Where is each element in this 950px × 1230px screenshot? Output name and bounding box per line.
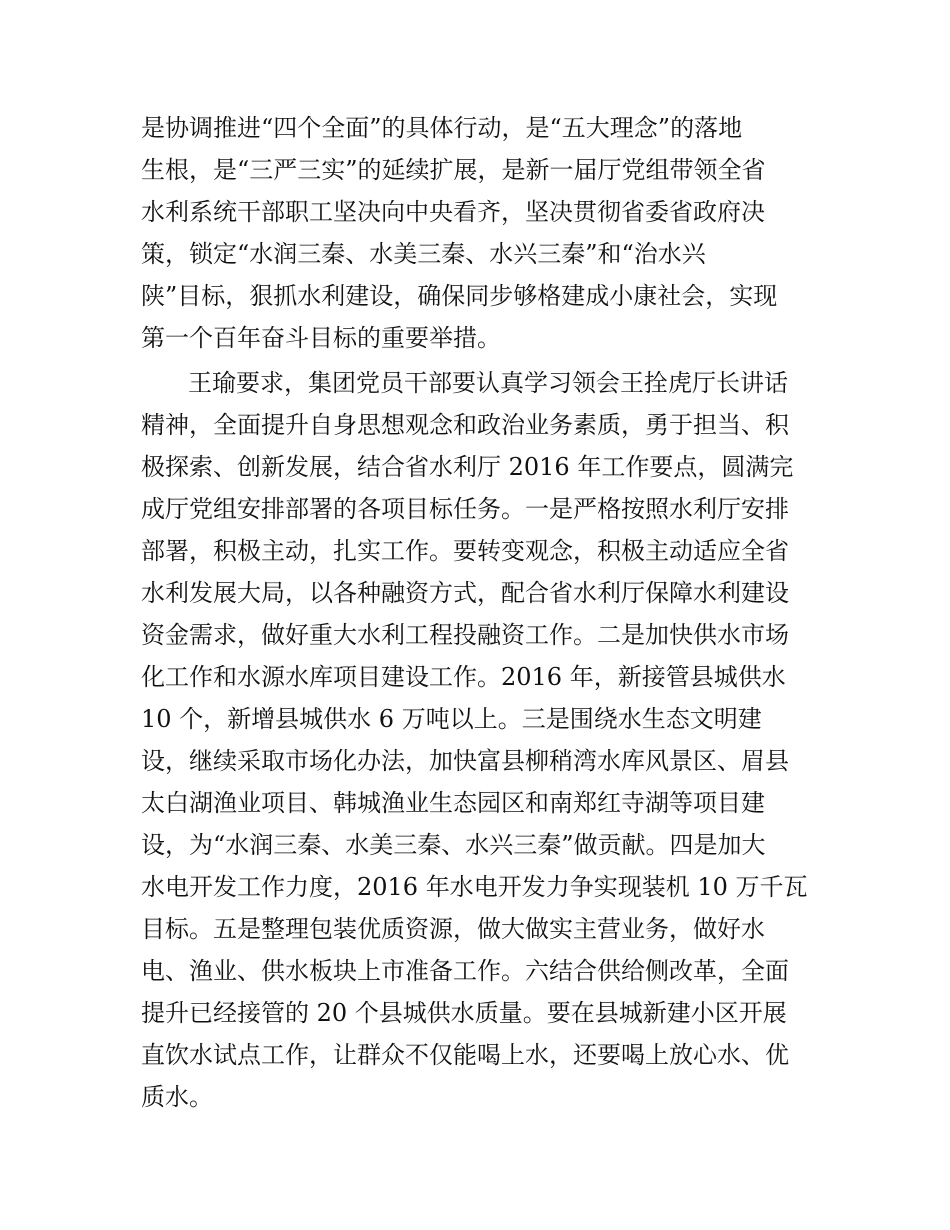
text-line: 策，锁定“水润三秦、水美三秦、水兴三秦”和“治水兴 <box>141 240 706 268</box>
paragraph-1 <box>141 107 821 359</box>
text-line: 设，为“水润三秦、水美三秦、水兴三秦”做贡献。四是加大 <box>141 831 766 859</box>
text-line: 直饮水试点工作，让群众不仅能喝上水，还要喝上放心水、优 <box>141 1041 789 1069</box>
text-line: 设，继续采取市场化办法，加快富县柳稍湾水库风景区、眉县 <box>141 747 789 775</box>
text-line: 质水。 <box>141 1083 213 1111</box>
paragraph-2 <box>141 362 821 1118</box>
text-line: 资金需求，做好重大水利工程投融资工作。二是加快供水市场 <box>141 621 789 649</box>
text-line: 极探索、创新发展，结合省水利厅 2016 年工作要点，圆满完 <box>141 453 794 481</box>
text-line: 提升已经接管的 20 个县城供水质量。要在县城新建小区开展 <box>141 999 787 1027</box>
text-line: 部署，积极主动，扎实工作。要转变观念，积极主动适应全省 <box>141 537 789 565</box>
text-line: 目标。五是整理包装优质资源，做大做实主营业务，做好水 <box>141 915 765 943</box>
text-line: 成厅党组安排部署的各项目标任务。一是严格按照水利厅安排 <box>141 495 789 523</box>
text-line: 王瑜要求，集团党员干部要认真学习领会王拴虎厅长讲话 <box>188 369 788 397</box>
text-line: 水利系统干部职工坚决向中央看齐，坚决贯彻省委省政府决 <box>141 198 765 226</box>
text-line: 是协调推进“四个全面”的具体行动，是“五大理念”的落地 <box>141 114 743 142</box>
text-line: 电、渔业、供水板块上市准备工作。六结合供给侧改革，全面 <box>141 957 789 985</box>
text-line: 精神，全面提升自身思想观念和政治业务素质，勇于担当、积 <box>141 411 789 439</box>
text-line: 10 个，新增县城供水 6 万吨以上。三是围绕水生态文明建 <box>141 705 762 733</box>
text-line: 水利发展大局，以各种融资方式，配合省水利厅保障水利建设 <box>141 579 789 607</box>
text-line: 第一个百年奋斗目标的重要举措。 <box>141 324 501 352</box>
text-line: 生根，是“三严三实”的延续扩展，是新一届厅党组带领全省 <box>141 156 766 184</box>
text-line: 太白湖渔业项目、韩城渔业生态园区和南郑红寺湖等项目建 <box>141 789 765 817</box>
text-line: 陕”目标，狠抓水利建设，确保同步够格建成小康社会，实现 <box>141 282 778 310</box>
text-line: 水电开发工作力度，2016 年水电开发力争实现装机 10 万千瓦 <box>141 873 808 901</box>
text-line: 化工作和水源水库项目建设工作。2016 年，新接管县城供水 <box>141 663 786 691</box>
